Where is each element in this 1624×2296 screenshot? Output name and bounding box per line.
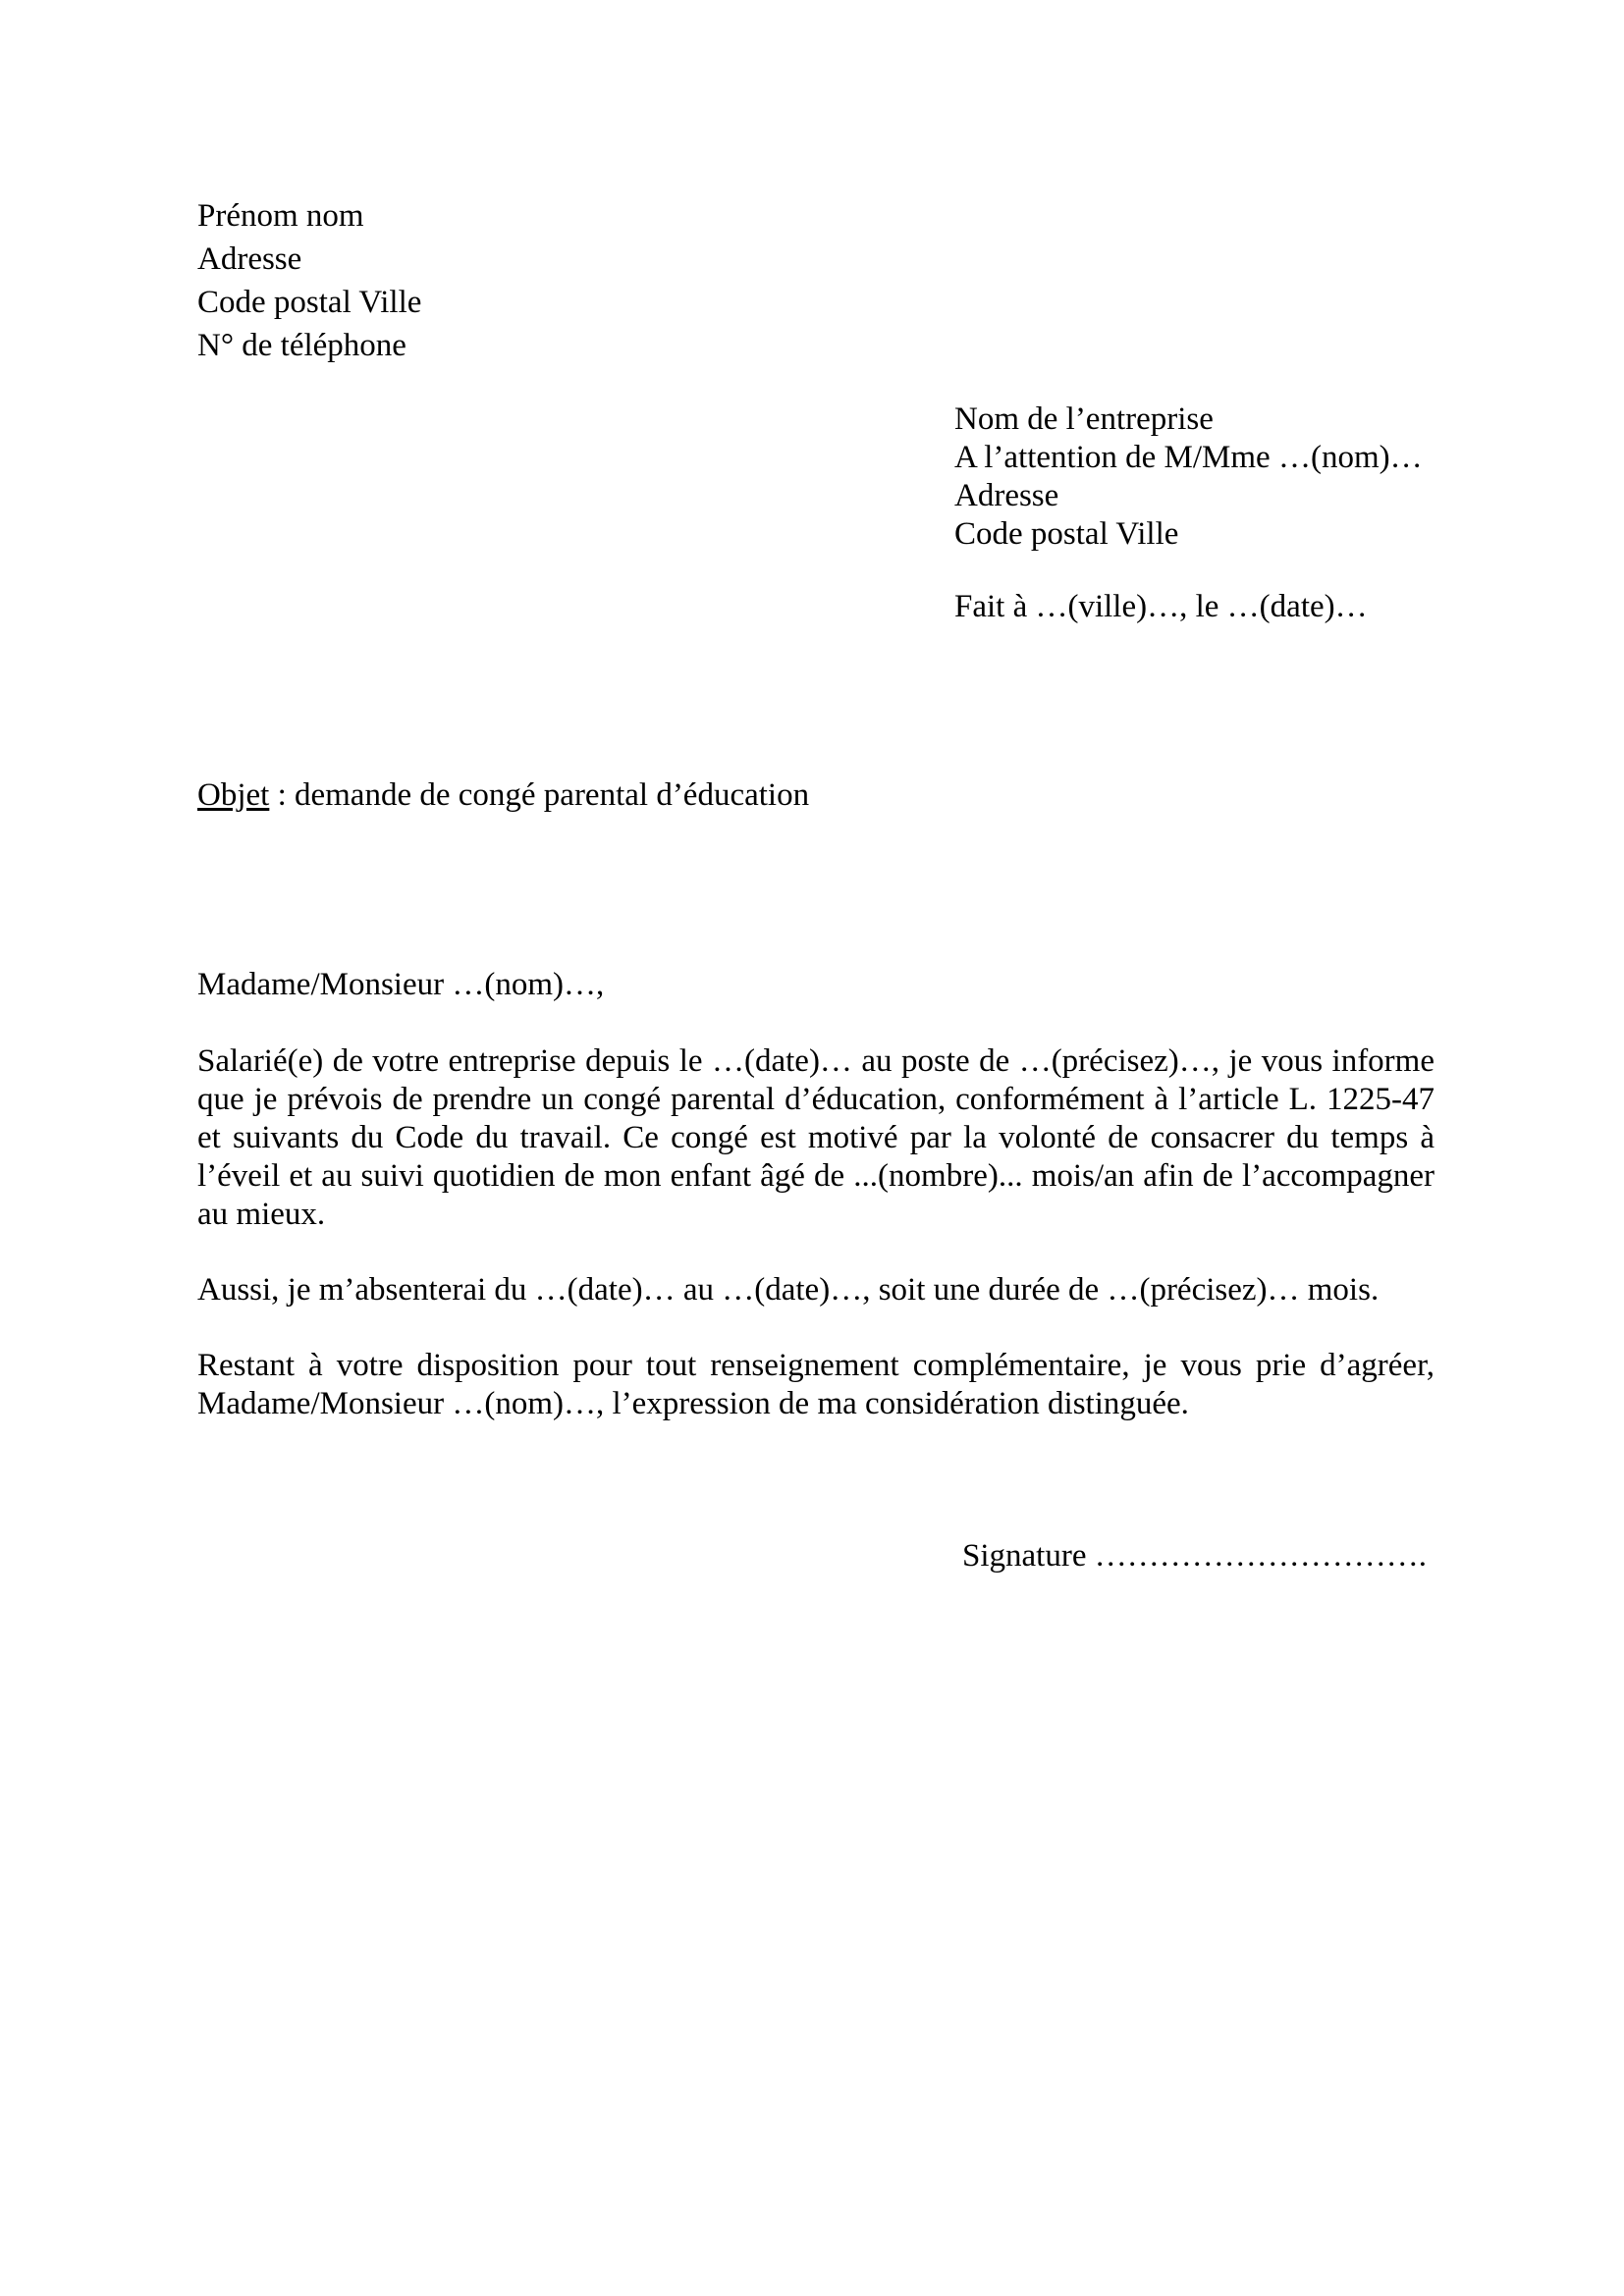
paragraph-1-line: que je prévois de prendre un congé parental d’éducation, conformément à l’article L. 1225-47 <box>197 1082 1435 1117</box>
place-date: Fait à …(ville)…, le …(date)… <box>954 589 1368 624</box>
paragraph-1-line: et suivants du Code du travail. Ce congé est motivé par la volonté de consacrer du temps à <box>197 1120 1435 1155</box>
subject-label: Objet <box>197 777 270 813</box>
paragraph-1-line: au mieux. <box>197 1197 326 1232</box>
signature-line: Signature …………………………. <box>962 1538 1427 1574</box>
body-paragraph-3 <box>197 1347 1435 1423</box>
recipient-company: Nom de l’entreprise <box>954 401 1214 437</box>
recipient-city: Code postal Ville <box>954 516 1179 552</box>
salutation: Madame/Monsieur …(nom)…, <box>197 967 605 1002</box>
sender-block <box>197 194 421 367</box>
paragraph-3-line: Restant à votre disposition pour tout renseignement complémentaire, je vous prie d’agréer, <box>197 1348 1435 1383</box>
body-paragraph-1 <box>197 1042 1435 1234</box>
subject-text: : demande de congé parental d’éducation <box>269 777 810 813</box>
paragraph-1-line: Salarié(e) de votre entreprise depuis le …(date)… au poste de …(précisez)…, je vous informe <box>197 1043 1435 1079</box>
recipient-address: Adresse <box>954 478 1059 513</box>
body-paragraph-2: Aussi, je m’absenterai du …(date)… au …(date)…, soit une durée de …(précisez)… mois. <box>197 1272 1380 1308</box>
recipient-attention: A l’attention de M/Mme …(nom)… <box>954 440 1423 475</box>
sender-city: Code postal Ville <box>197 285 422 320</box>
paragraph-1-line: l’éveil et au suivi quotidien de mon enfant âgé de ...(nombre)... mois/an afin de l’accompagner <box>197 1158 1435 1194</box>
sender-address: Adresse <box>197 241 302 277</box>
sender-phone: N° de téléphone <box>197 328 406 363</box>
sender-name: Prénom nom <box>197 198 364 234</box>
paragraph-3-line: Madame/Monsieur …(nom)…, l’expression de ma considération distinguée. <box>197 1386 1189 1421</box>
subject-line <box>197 775 809 815</box>
recipient-block <box>954 400 1423 554</box>
